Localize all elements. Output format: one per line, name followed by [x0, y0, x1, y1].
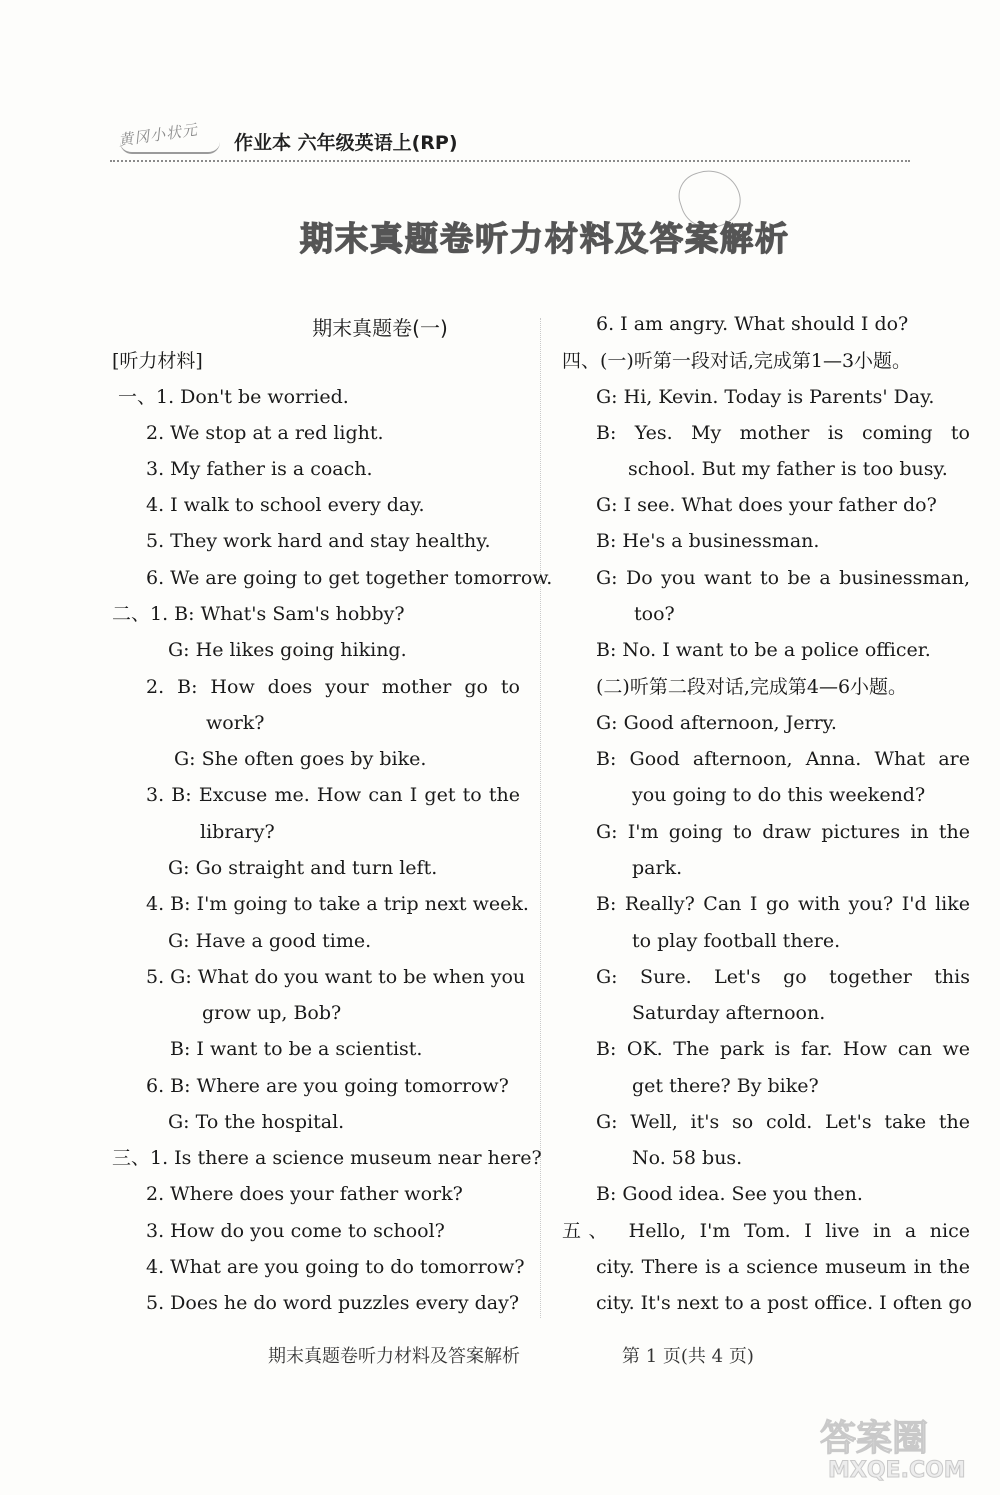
text-line: G: Hi, Kevin. Today is Parents' Day. — [596, 386, 935, 408]
text-line: 4. B: I'm going to take a trip next week. — [146, 893, 529, 915]
text-line: grow up, Bob? — [202, 1002, 342, 1024]
header-text: 作业本 六年级英语上(RP) — [234, 132, 458, 154]
text-line: B: I want to be a scientist. — [170, 1038, 423, 1060]
text-line: G: Have a good time. — [168, 930, 372, 952]
text-line: library? — [200, 821, 275, 843]
footer-text: 期末真题卷听力材料及答案解析 — [268, 1346, 520, 1367]
text-line: B: Good idea. See you then. — [596, 1183, 863, 1205]
text-line: 4. What are you going to do tomorrow? — [146, 1256, 525, 1278]
text-line: city. It's next to a post office. I often go — [596, 1292, 972, 1314]
text-line: 二、1. B: What's Sam's hobby? — [112, 603, 405, 625]
text-line: B: Yes. My mother is coming to — [596, 422, 970, 444]
text-line: B: No. I want to be a police officer. — [596, 639, 931, 661]
text-line: G: Well, it's so cold. Let's take the — [596, 1111, 970, 1133]
text-line: 3. My father is a coach. — [146, 458, 373, 480]
paper-title: 期末真题卷(一) — [312, 316, 448, 340]
text-line: 3. B: Excuse me. How can I get to the — [146, 784, 520, 806]
text-line: G: Do you want to be a businessman, — [596, 567, 970, 589]
text-line: 6. I am angry. What should I do? — [596, 313, 909, 335]
text-line: 三、1. Is there a science museum near here? — [112, 1147, 542, 1169]
text-line: B: Really? Can I go with you? I'd like — [596, 893, 970, 915]
text-line: work? — [206, 712, 265, 734]
text-line: G: She often goes by bike. — [174, 748, 427, 770]
watermark-url: MXQE.COM — [828, 1458, 966, 1483]
text-line: too? — [634, 603, 675, 625]
text-line: 2. Where does your father work? — [146, 1183, 463, 1205]
text-line: G: He likes going hiking. — [168, 639, 407, 661]
text-line: get there? By bike? — [632, 1075, 819, 1097]
text-line: G: I'm going to draw pictures in the — [596, 821, 970, 843]
text-line: B: OK. The park is far. How can we — [596, 1038, 970, 1060]
text-line: 一、1. Don't be worried. — [118, 386, 349, 408]
header-divider — [110, 160, 910, 162]
text-line: G: Good afternoon, Jerry. — [596, 712, 837, 734]
text-line: B: He's a businessman. — [596, 530, 820, 552]
text-line: 2. We stop at a red light. — [146, 422, 384, 444]
text-line: 6. B: Where are you going tomorrow? — [146, 1075, 509, 1097]
text-line: G: To the hospital. — [168, 1111, 345, 1133]
page-header — [118, 122, 818, 162]
text-line: to play football there. — [632, 930, 841, 952]
text-line: park. — [632, 857, 683, 879]
text-line: 6. We are going to get together tomorrow. — [146, 567, 553, 589]
page-title: 期末真题卷听力材料及答案解析 — [300, 219, 790, 258]
brand-logo: 黄冈小状元 — [117, 120, 199, 150]
section-label: [听力材料] — [112, 350, 203, 372]
text-line: 四、(一)听第一段对话,完成第1—3小题。 — [562, 350, 912, 372]
text-line: Saturday afternoon. — [632, 1002, 826, 1024]
text-line: No. 58 bus. — [632, 1147, 743, 1169]
text-line: 4. I walk to school every day. — [146, 494, 425, 516]
text-line: G: Go straight and turn left. — [168, 857, 438, 879]
text-line: 5. They work hard and stay healthy. — [146, 530, 491, 552]
text-line: you going to do this weekend? — [632, 784, 926, 806]
text-line: city. There is a science museum in the — [596, 1256, 970, 1278]
text-line: 3. How do you come to school? — [146, 1220, 445, 1242]
logo-swoosh — [120, 142, 220, 154]
page-number: 第 1 页(共 4 页) — [622, 1346, 754, 1367]
text-line: 五、 Hello, I'm Tom. I live in a nice — [562, 1220, 970, 1242]
text-line: 5. Does he do word puzzles every day? — [146, 1292, 520, 1314]
text-line: (二)听第二段对话,完成第4—6小题。 — [596, 676, 908, 698]
watermark-logo: 答案圈 — [820, 1418, 929, 1459]
text-line: school. But my father is too busy. — [628, 458, 948, 480]
text-line: 5. G: What do you want to be when you — [146, 966, 526, 988]
text-line: 2. B: How does your mother go to — [146, 676, 520, 698]
text-line: G: Sure. Let's go together this — [596, 966, 970, 988]
text-line: B: Good afternoon, Anna. What are — [596, 748, 970, 770]
text-line: G: I see. What does your father do? — [596, 494, 937, 516]
